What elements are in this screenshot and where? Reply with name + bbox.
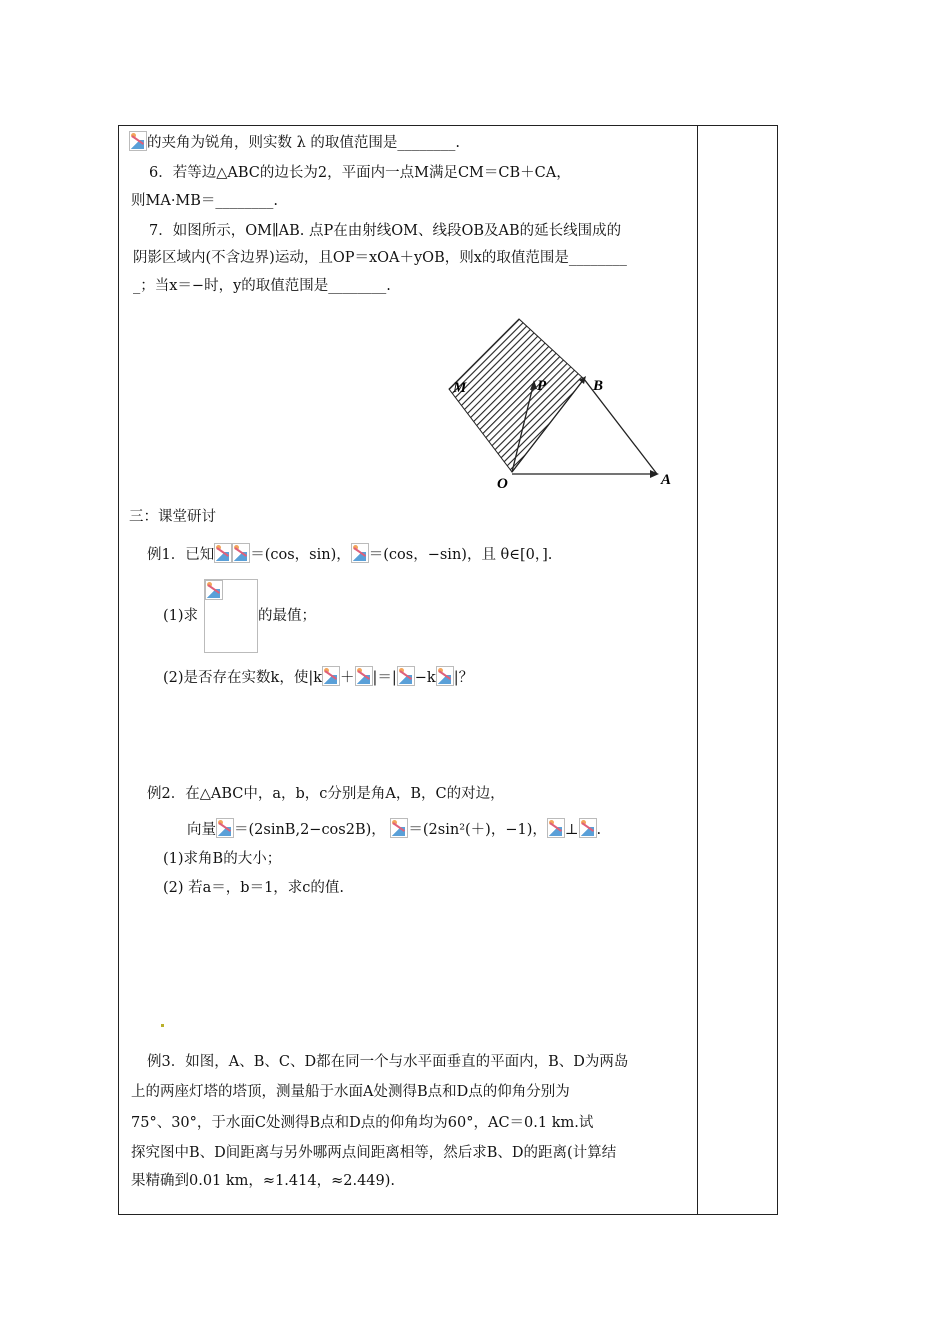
- ex2-question-2: (2) 若a＝，b＝1，求c的值.: [163, 880, 345, 896]
- ex2-question-1: (1)求角B的大小；: [163, 851, 282, 867]
- formula-image-placeholder: [204, 579, 258, 653]
- vector-b-icon: [436, 666, 454, 686]
- vector-b-icon: [355, 666, 373, 686]
- vector-b-icon: [351, 543, 369, 563]
- vector-n-icon: [579, 818, 597, 838]
- image-placeholder-icon: [129, 131, 147, 151]
- ex1-question-1b: 的最值；: [258, 608, 316, 624]
- problem-7: 7．如图所示，OM∥AB. 点P在由射线OM、线段OB及AB的延长线围成的: [149, 223, 622, 239]
- example-3-line-2: 上的两座灯塔的塔顶，测量船于水面A处测得B点和D点的仰角分别为: [131, 1084, 570, 1100]
- example-2-vectors: 向量 ＝(2sinB,2−cos2B)， ＝(2sin²(＋)，−1)， ⊥ .: [187, 818, 601, 840]
- example-3-line-1: 例3．如图，A、B、C、D都在同一个与水平面垂直的平面内，B、D为两岛: [147, 1054, 629, 1070]
- vector-m-icon: [547, 818, 565, 838]
- example-3-line-5: 果精确到0.01 km，≈1.414，≈2.449).: [131, 1173, 396, 1189]
- label-P: P: [537, 378, 547, 394]
- vector-a-icon: [214, 543, 232, 563]
- section-heading: 三：课堂研讨: [129, 509, 216, 525]
- problem-6-answer: 则MA·MB＝________.: [131, 193, 279, 209]
- problem-7-cont2: _；当x＝−时，y的取值范围是________.: [133, 278, 391, 294]
- geometry-figure: [439, 314, 679, 494]
- example-3-line-4: 探究图中B、D间距离与另外哪两点间距离相等，然后求B、D的距离(计算结: [131, 1145, 617, 1161]
- label-B: B: [593, 378, 604, 394]
- ex1-question-1a: (1)求: [163, 608, 199, 624]
- label-O: O: [497, 476, 508, 492]
- label-A: A: [661, 472, 672, 488]
- problem-6: 6．若等边△ABC的边长为2，平面内一点M满足CM＝CB＋CA，: [149, 165, 571, 181]
- worksheet-table: [118, 125, 778, 1215]
- vector-n-icon: [390, 818, 408, 838]
- label-M: M: [453, 380, 467, 396]
- vector-m-icon: [216, 818, 234, 838]
- vector-a-icon: [232, 543, 250, 563]
- example-2: 例2．在△ABC中，a，b，c分别是角A，B，C的对边，: [147, 786, 505, 802]
- stray-mark: [161, 1024, 164, 1027]
- example-1: 例1．已知 ＝(cos，sin)， ＝(cos，−sin)，且 θ∈[0，].: [147, 543, 552, 565]
- vector-a-icon: [322, 666, 340, 686]
- image-placeholder-icon: [205, 580, 223, 600]
- ex1-question-2: (2)是否存在实数k，使|k ＋ |＝| −k |？: [163, 666, 473, 688]
- example-3-line-3: 75°、30°，于水面C处测得B点和D点的仰角均为60°，AC＝0.1 km.试: [131, 1115, 594, 1131]
- vector-a-icon: [397, 666, 415, 686]
- line-1: 的夹角为锐角，则实数 λ 的取值范围是________.: [129, 131, 460, 153]
- problem-7-cont: 阴影区域内(不含边界)运动，且OP＝xOA＋yOB，则x的取值范围是________: [133, 250, 627, 266]
- column-divider: [697, 126, 698, 1214]
